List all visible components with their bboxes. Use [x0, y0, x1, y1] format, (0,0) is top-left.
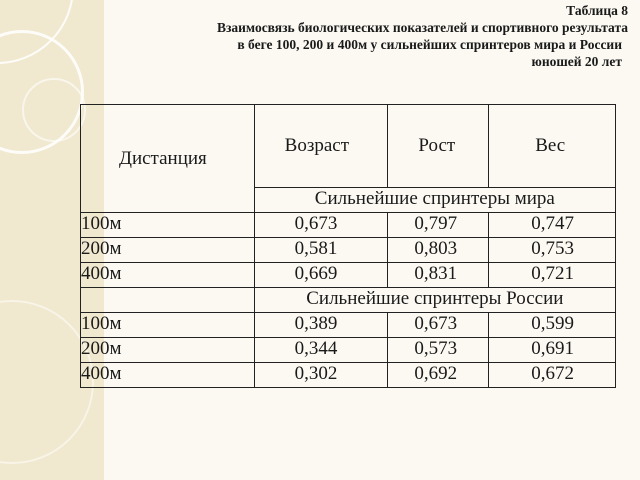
cell-height: 0,673	[388, 313, 489, 338]
caption-line-2: в беге 100, 200 и 400м у сильнейших спринтеров мира и России	[237, 37, 622, 52]
table-header-row	[81, 105, 616, 188]
table-row	[81, 338, 616, 363]
cell-age: 0,302	[254, 363, 388, 388]
cell-distance: 400м	[81, 363, 255, 388]
cell-age: 0,344	[254, 338, 388, 363]
table-number: Таблица 8	[566, 3, 628, 18]
blank-cell	[81, 288, 255, 313]
cell-distance: 200м	[81, 338, 255, 363]
cell-weight: 0,691	[489, 338, 616, 363]
cell-weight: 0,672	[489, 363, 616, 388]
cell-age: 0,389	[254, 313, 388, 338]
cell-distance: 200м	[81, 238, 255, 263]
cell-height: 0,831	[388, 263, 489, 288]
cell-age: 0,673	[254, 213, 388, 238]
table-row	[81, 238, 616, 263]
caption-line-3: юношей 20 лет	[531, 54, 622, 69]
group-label: Сильнейшие спринтеры мира	[254, 188, 615, 213]
cell-age: 0,669	[254, 263, 388, 288]
cell-weight: 0,721	[489, 263, 616, 288]
cell-height: 0,797	[388, 213, 489, 238]
data-table	[80, 104, 616, 388]
header-age: Возраст	[254, 105, 388, 188]
cell-height: 0,573	[388, 338, 489, 363]
header-weight: Вес	[489, 105, 616, 188]
table-row	[81, 213, 616, 238]
cell-weight: 0,747	[489, 213, 616, 238]
header-distance: Дистанция	[81, 105, 255, 213]
decorative-circle	[22, 78, 86, 142]
table-row	[81, 313, 616, 338]
group-row-russia	[81, 288, 616, 313]
cell-height: 0,692	[388, 363, 489, 388]
cell-distance: 100м	[81, 213, 255, 238]
table-caption	[108, 2, 628, 70]
cell-height: 0,803	[388, 238, 489, 263]
table-row	[81, 363, 616, 388]
cell-weight: 0,599	[489, 313, 616, 338]
cell-weight: 0,753	[489, 238, 616, 263]
group-label: Сильнейшие спринтеры России	[254, 288, 615, 313]
table-row	[81, 263, 616, 288]
cell-distance: 400м	[81, 263, 255, 288]
cell-distance: 100м	[81, 313, 255, 338]
header-height: Рост	[388, 105, 489, 188]
caption-line-1: Взаимосвязь биологических показателей и спортивного результата	[216, 20, 628, 35]
cell-age: 0,581	[254, 238, 388, 263]
